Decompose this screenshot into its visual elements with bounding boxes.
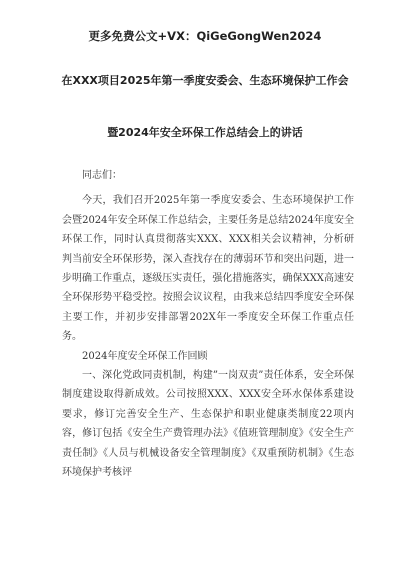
promo-header: 更多免费公文+VX：QiGeGongWen2024 bbox=[88, 29, 322, 43]
salutation: 同志们： bbox=[82, 170, 122, 181]
body-paragraph: 今天，我们召开2025年第一季度安委会、生态环境保护工作会暨2024年安全环保工作总结会，主要任务是总结2024年度安全环保工作，同时认真贯彻落实XXX、XXX相关会议精神，分析研判当前安全环保形势，深入查找存在的薄弱环节和突出问题，进一步明确工作重点，逐级压实责任，强化措施落实，确保XXX高速安全环保形势平稳受控。按照会议议程，由我来总结四季度安全环保主要工作，并初步安排部署202X年一季度安全环保工作重点任务。 bbox=[62, 195, 354, 343]
document-title-line-2: 暨2024年安全环保工作总结会上的讲话 bbox=[107, 126, 303, 139]
document-title-line-1: 在XXX项目2025年第一季度安委会、生态环境保护工作会 bbox=[61, 74, 349, 87]
body-paragraph: 一、深化党政同责机制，构建”一岗双责”责任体系，安全环保制度建设取得新成效。公司按照XXX、XXX安全环水保体系建设要求，修订完善安全生产、生态保护和职业健康类制度22项内容，修订包括《安全生产费管理办法》《值班管理制度》《安全生产责任制》《人员与机械设备安全管理制度》《双重预防机制》《生态环境保护考核评 bbox=[62, 370, 354, 479]
speech-body bbox=[62, 166, 354, 483]
section-heading: 2024年度安全环保工作回顾 bbox=[82, 350, 208, 362]
